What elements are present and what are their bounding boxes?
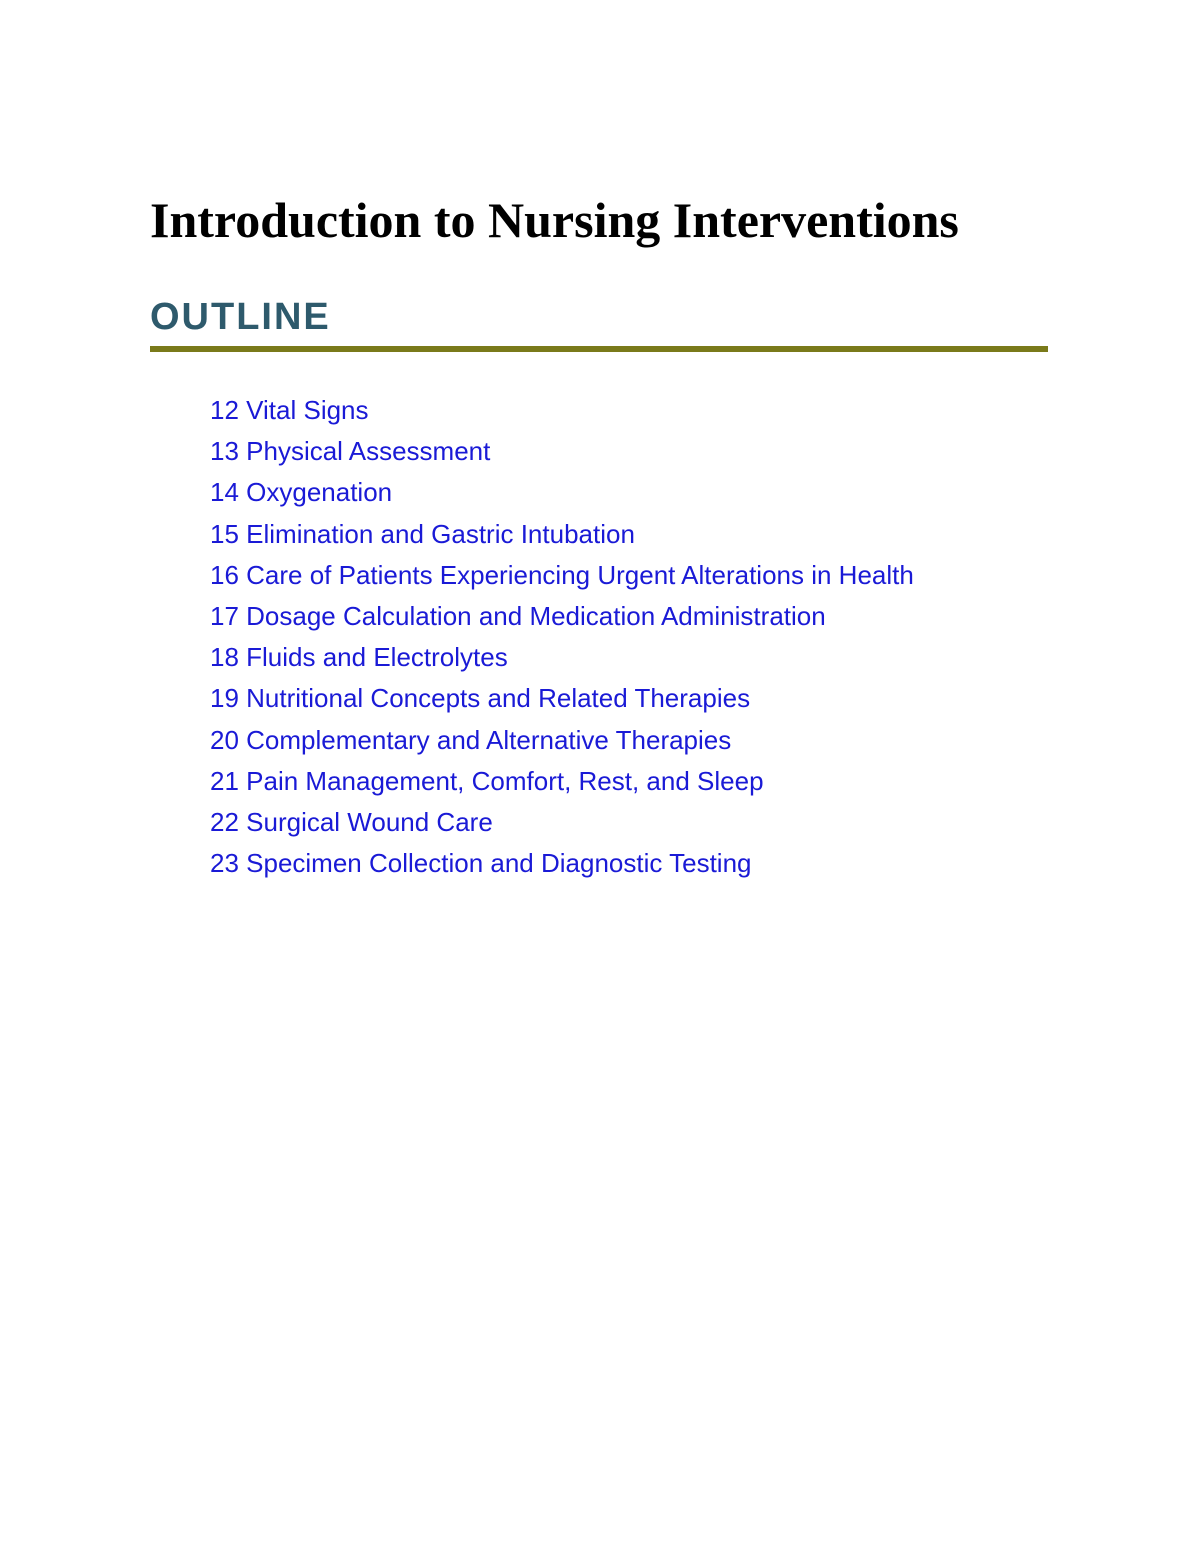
outline-link-chapter-16[interactable]: 16 Care of Patients Experiencing Urgent Alterations in Health xyxy=(210,559,914,590)
outline-link-chapter-13[interactable]: 13 Physical Assessment xyxy=(210,436,491,467)
outline-link-chapter-20[interactable]: 20 Complementary and Alternative Therapies xyxy=(210,724,732,755)
outline-link-chapter-22[interactable]: 22 Surgical Wound Care xyxy=(210,807,493,838)
outline-link-chapter-18[interactable]: 18 Fluids and Electrolytes xyxy=(210,642,508,673)
outline-link-chapter-23[interactable]: 23 Specimen Collection and Diagnostic Testing xyxy=(210,848,752,879)
outline-link-chapter-14[interactable]: 14 Oxygenation xyxy=(210,477,393,508)
outline-link-chapter-12[interactable]: 12 Vital Signs xyxy=(210,395,369,425)
outline-link-chapter-19[interactable]: 19 Nutritional Concepts and Related Therapies xyxy=(210,683,751,714)
page-title: Introduction to Nursing Interventions xyxy=(150,192,959,248)
outline-list xyxy=(210,390,914,884)
section-divider xyxy=(150,346,1048,352)
outline-link-chapter-17[interactable]: 17 Dosage Calculation and Medication Administration xyxy=(210,601,826,632)
outline-link-chapter-15[interactable]: 15 Elimination and Gastric Intubation xyxy=(210,518,635,549)
outline-link-chapter-21[interactable]: 21 Pain Management, Comfort, Rest, and Sleep xyxy=(210,765,764,796)
outline-heading: OUTLINE xyxy=(150,296,331,338)
